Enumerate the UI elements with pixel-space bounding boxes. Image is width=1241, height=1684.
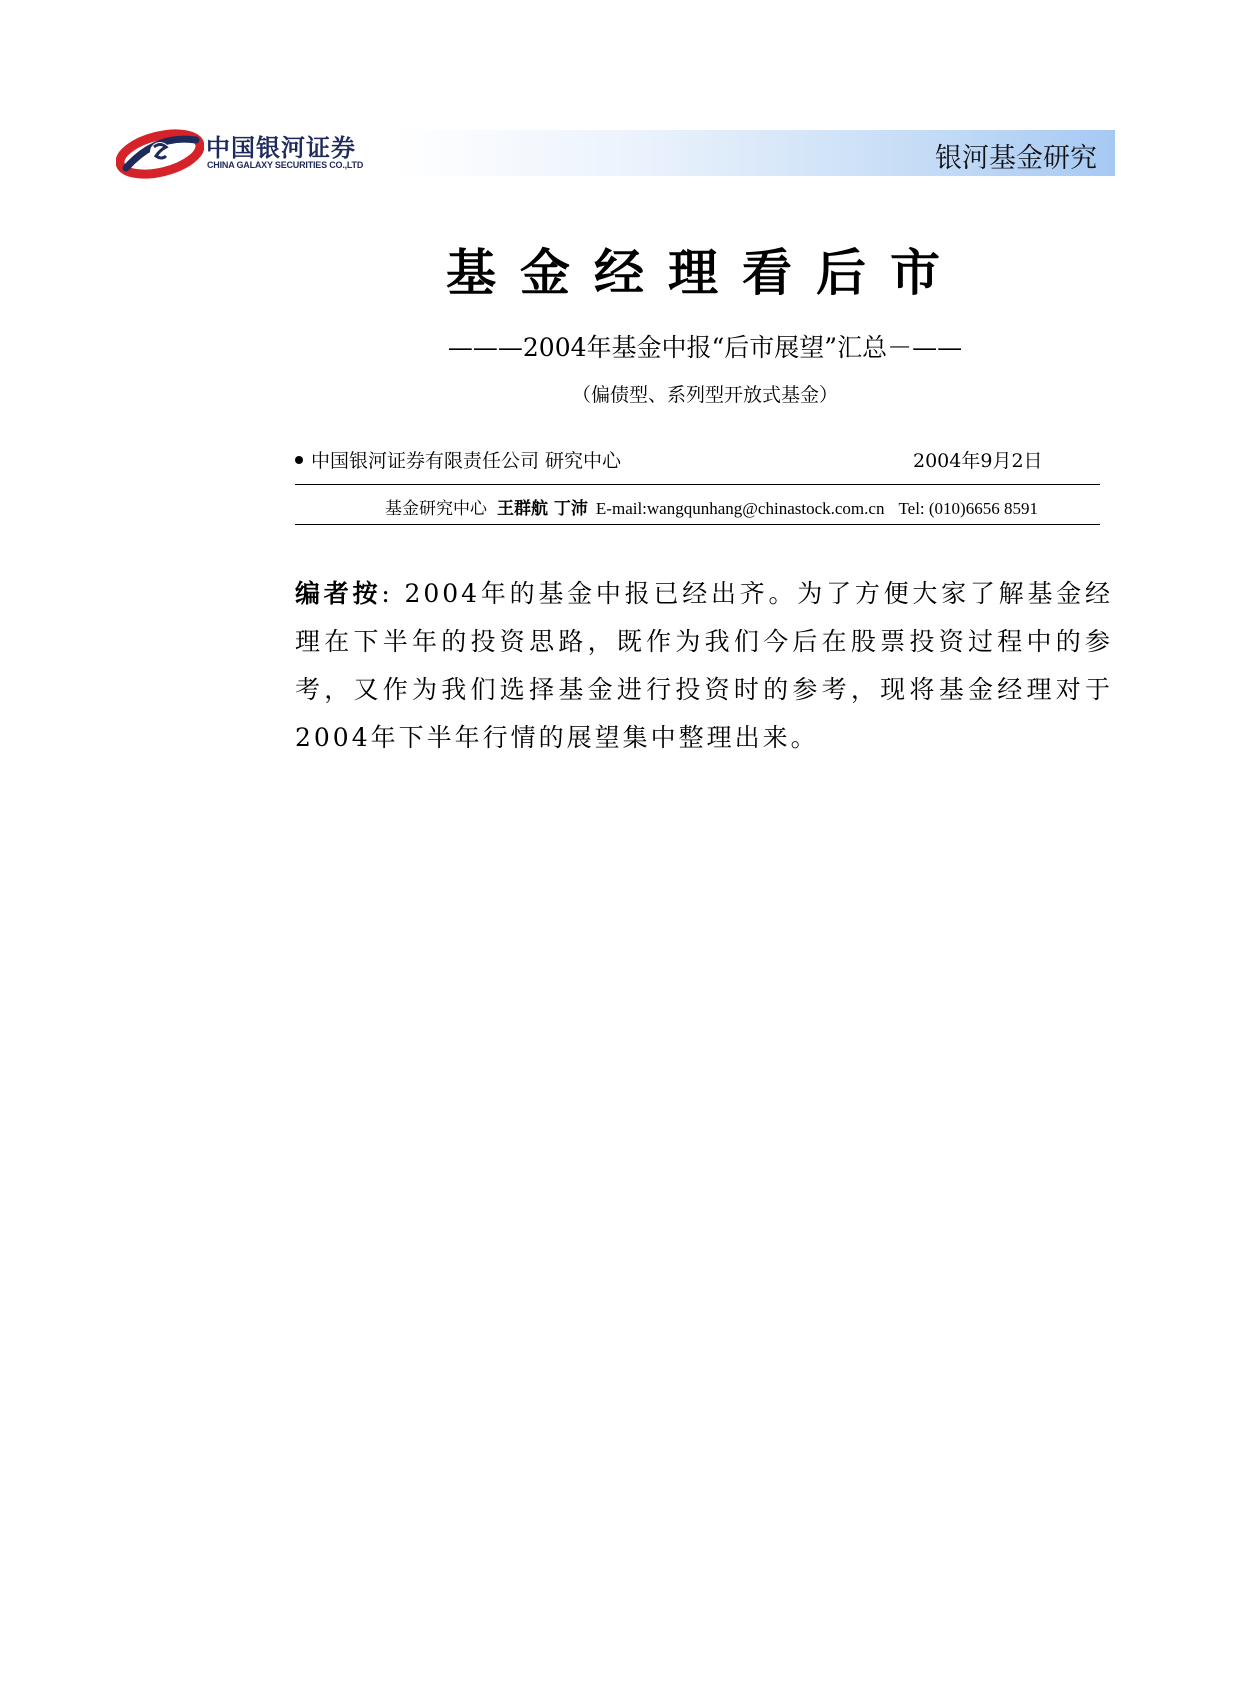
- department: 基金研究中心: [385, 499, 487, 519]
- editor-note: [295, 570, 1113, 762]
- telephone: Tel: (010)6656 8591: [898, 499, 1038, 518]
- editor-note-label: 编者按: [295, 579, 382, 608]
- report-title: 基金经理看后市: [446, 244, 964, 302]
- company-logo: [116, 122, 364, 182]
- report-subtitle: ———2004年基金中报“后市展望”汇总－——: [447, 333, 963, 362]
- header-banner: [395, 130, 1115, 176]
- report-category: （偏债型、系列型开放式基金）: [571, 384, 838, 406]
- editor-note-text: : 2004年的基金中报已经出齐。为了方便大家了解基金经理在下半年的投资思路，既作为我们今后在股票投资过程中的参考，又作为我们选择基金进行投资时的参考，现将基金经理对于2004年下半年行情的展望集中整理出来。: [295, 579, 1113, 752]
- report-meta: [295, 446, 1100, 476]
- divider-bottom: [295, 524, 1100, 525]
- org-name: 中国银河证券有限责任公司 研究中心: [311, 450, 622, 472]
- page-header: [0, 0, 1241, 200]
- galaxy-logo-icon: [116, 122, 204, 182]
- divider-top: [295, 484, 1100, 485]
- report-date: 2004年9月2日: [913, 450, 1043, 472]
- authors: 王群航 丁沛: [497, 499, 588, 519]
- contact-line: [385, 494, 1038, 519]
- email: E-mail:wangqunhang@chinastock.com.cn: [595, 499, 885, 518]
- logo-text-english: CHINA GALAXY SECURITIES CO.,LTD: [207, 160, 364, 170]
- bullet-icon: [295, 456, 303, 464]
- banner-label: 银河基金研究: [935, 143, 1097, 174]
- org-line: [295, 446, 621, 473]
- logo-text-chinese: 中国银河证券: [206, 134, 356, 162]
